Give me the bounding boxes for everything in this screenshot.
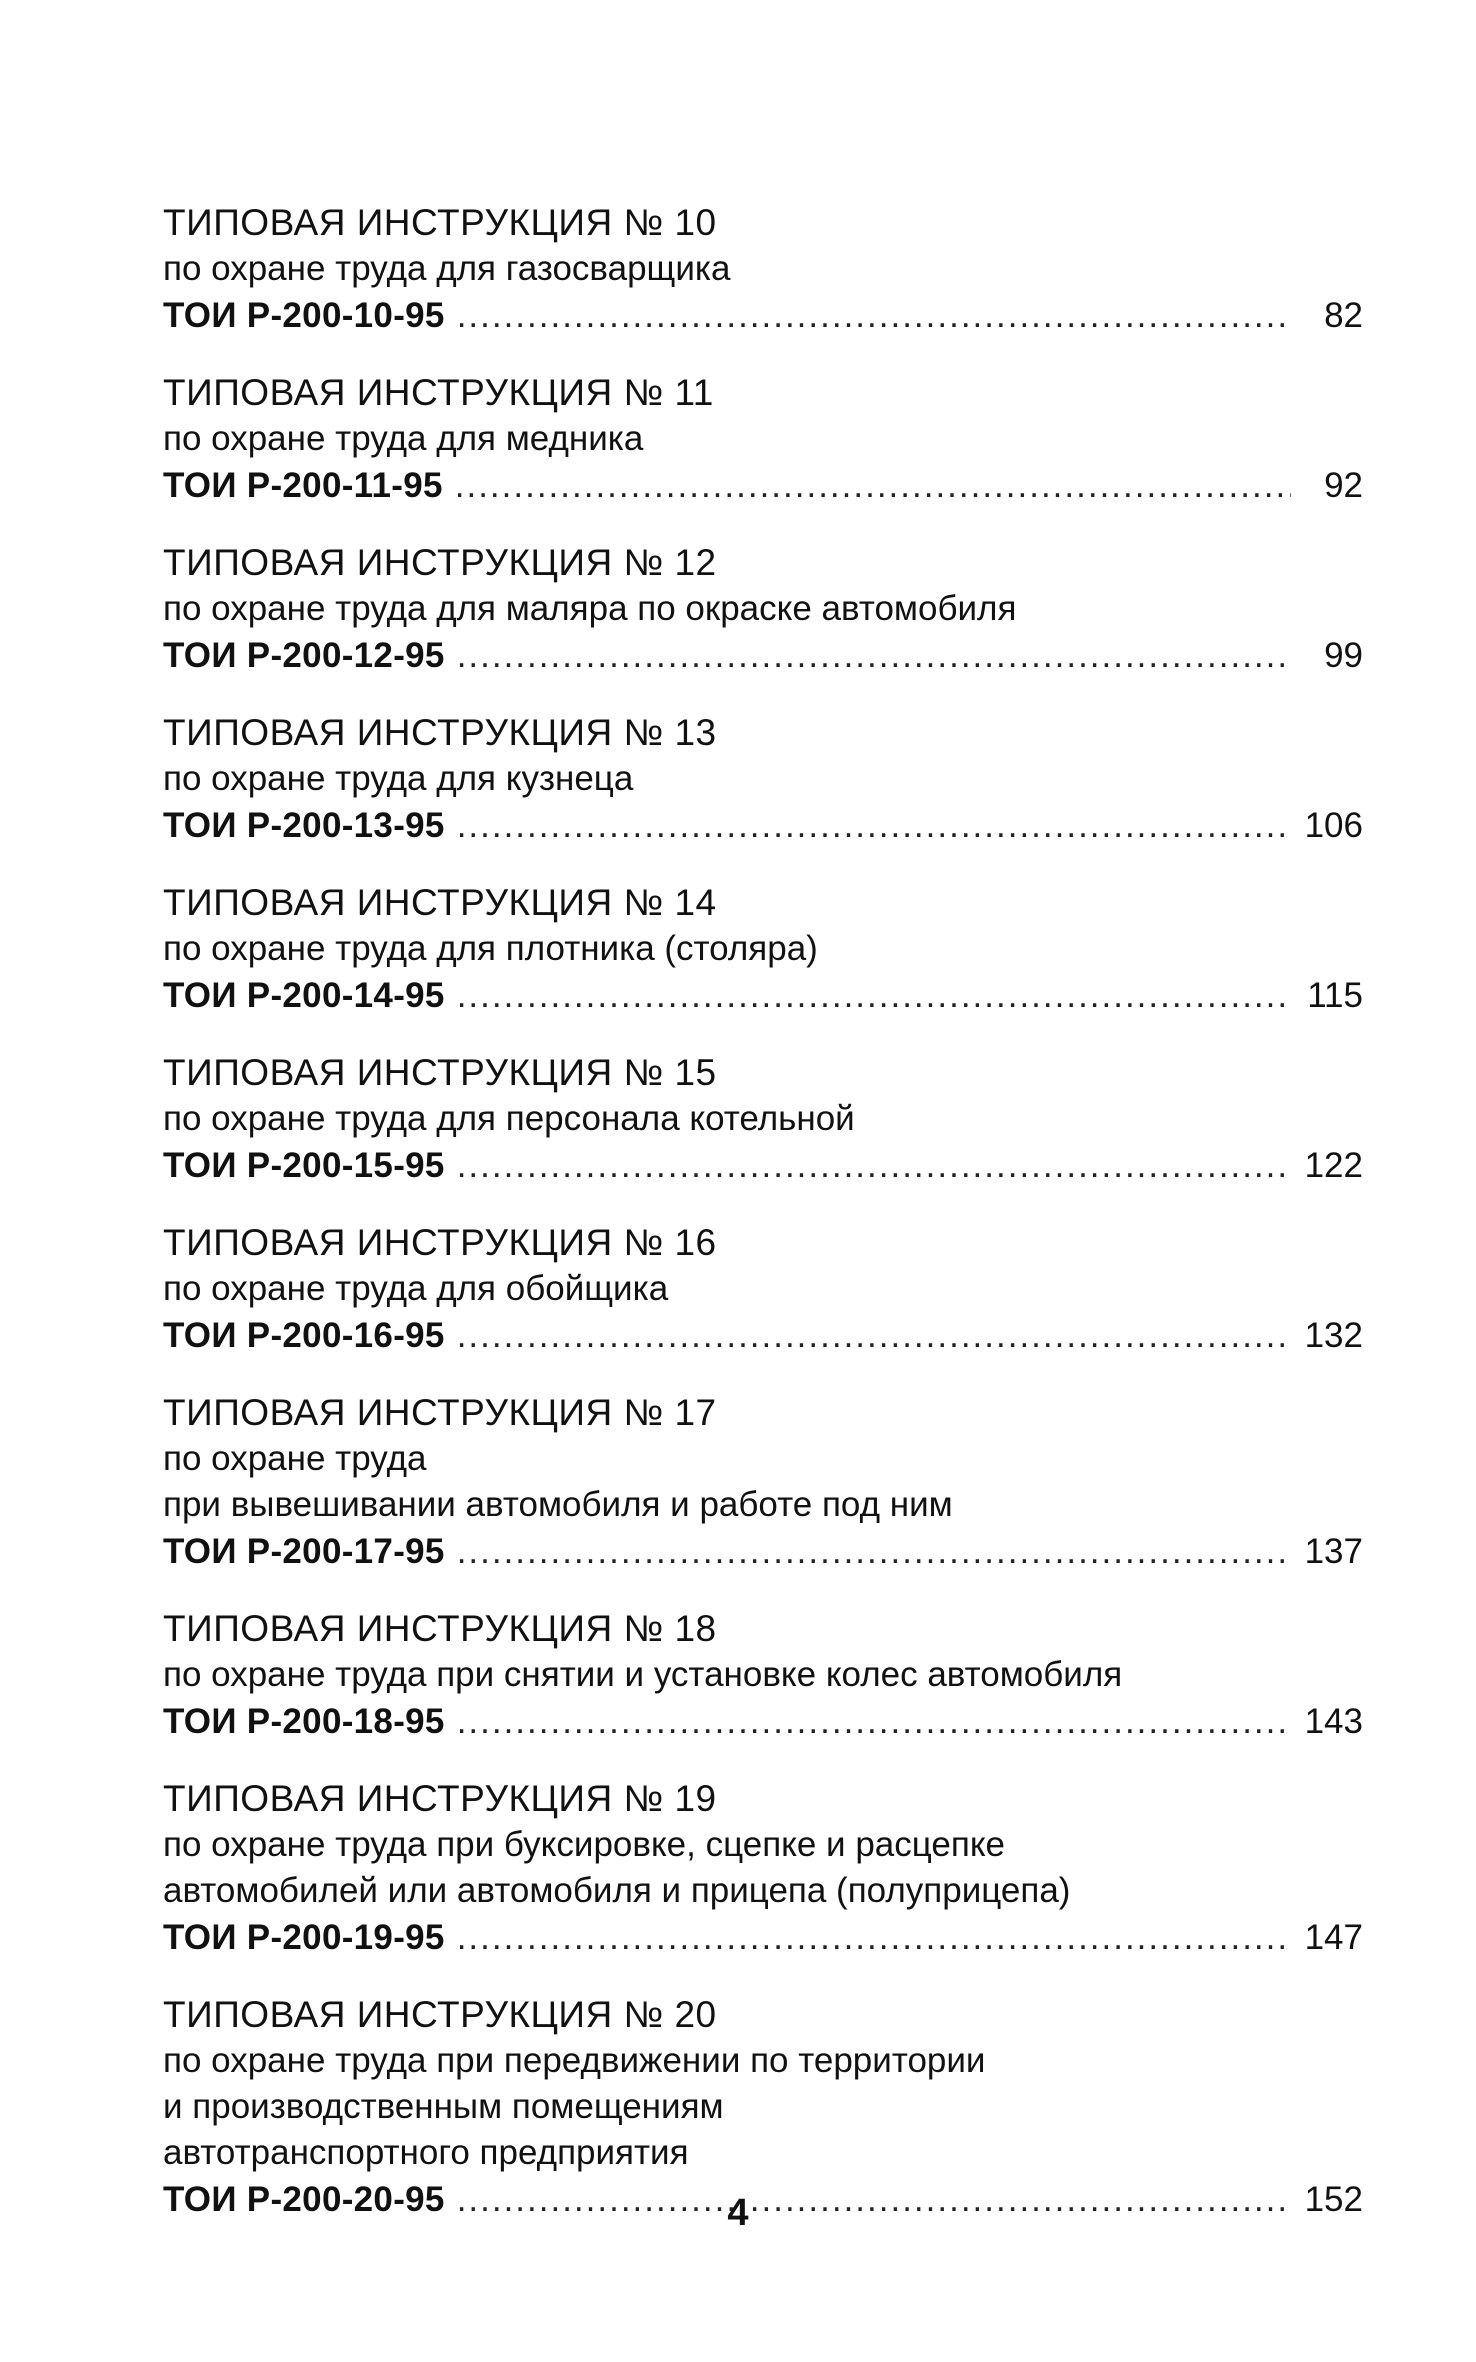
toc-entry: [163, 710, 1363, 850]
entry-page-number: 143: [1304, 1702, 1363, 1741]
entry-code-row[interactable]: [163, 292, 1363, 340]
table-of-contents: [163, 200, 1363, 2254]
entry-code: ТОИ Р-200-20-95: [163, 2180, 445, 2219]
entry-code-row[interactable]: [163, 632, 1363, 680]
toc-entry: [163, 540, 1363, 680]
entry-code: ТОИ Р-200-13-95: [163, 806, 445, 845]
dot-leader: [457, 292, 1291, 340]
dot-leader: [457, 632, 1291, 680]
entry-title: ТИПОВАЯ ИНСТРУКЦИЯ № 18: [163, 1608, 717, 1649]
entry-page-number: 152: [1304, 2180, 1363, 2219]
entry-title: ТИПОВАЯ ИНСТРУКЦИЯ № 17: [163, 1392, 717, 1433]
entry-code-row[interactable]: [163, 972, 1363, 1020]
entry-description: при вывешивании автомобиля и работе под ним: [163, 1485, 953, 1524]
entry-code-row[interactable]: [163, 1698, 1363, 1746]
entry-title: ТИПОВАЯ ИНСТРУКЦИЯ № 15: [163, 1052, 717, 1093]
toc-entry: [163, 200, 1363, 340]
entry-code: ТОИ Р-200-19-95: [163, 1918, 445, 1957]
entry-title: ТИПОВАЯ ИНСТРУКЦИЯ № 20: [163, 1994, 717, 2035]
entry-code-row[interactable]: [163, 462, 1363, 510]
entry-code: ТОИ Р-200-16-95: [163, 1316, 445, 1355]
entry-title: ТИПОВАЯ ИНСТРУКЦИЯ № 16: [163, 1222, 717, 1263]
toc-entry: [163, 1776, 1363, 1962]
entry-code: ТОИ Р-200-11-95: [163, 466, 443, 505]
entry-code: ТОИ Р-200-10-95: [163, 296, 445, 335]
entry-code-row[interactable]: [163, 1142, 1363, 1190]
dot-leader: [457, 1312, 1291, 1360]
entry-page-number: 99: [1324, 636, 1363, 675]
toc-entry: [163, 880, 1363, 1020]
entry-title: ТИПОВАЯ ИНСТРУКЦИЯ № 13: [163, 712, 717, 753]
entry-code: ТОИ Р-200-15-95: [163, 1146, 445, 1185]
entry-page-number: 92: [1324, 466, 1363, 505]
toc-entry: [163, 1992, 1363, 2224]
entry-code-row[interactable]: [163, 1312, 1363, 1360]
entry-code-row[interactable]: [163, 802, 1363, 850]
page-number: 4: [727, 2192, 749, 2234]
entry-description: по охране труда для медника: [163, 419, 644, 458]
entry-title: ТИПОВАЯ ИНСТРУКЦИЯ № 14: [163, 882, 717, 923]
entry-code: ТОИ Р-200-18-95: [163, 1702, 445, 1741]
entry-page-number: 137: [1304, 1532, 1363, 1571]
entry-page-number: 115: [1307, 976, 1363, 1015]
entry-title: ТИПОВАЯ ИНСТРУКЦИЯ № 10: [163, 202, 717, 243]
toc-entry: [163, 370, 1363, 510]
entry-description: автотранспортного предприятия: [163, 2133, 689, 2172]
dot-leader: [457, 1142, 1291, 1190]
dot-leader: [457, 1914, 1291, 1962]
toc-entry: [163, 1390, 1363, 1576]
entry-code-row[interactable]: [163, 1914, 1363, 1962]
entry-description: по охране труда для кузнеца: [163, 759, 634, 798]
entry-description: по охране труда при буксировке, сцепке и расцепке: [163, 1825, 1005, 1864]
entry-description: по охране труда: [163, 1439, 427, 1478]
entry-description: и производственным помещениям: [163, 2087, 724, 2126]
entry-description: по охране труда при снятии и установке колес автомобиля: [163, 1655, 1123, 1694]
entry-page-number: 122: [1304, 1146, 1363, 1185]
entry-description: по охране труда для персонала котельной: [163, 1099, 855, 1138]
entry-description: автомобилей или автомобиля и прицепа (полуприцепа): [163, 1871, 1071, 1910]
toc-entry: [163, 1050, 1363, 1190]
entry-title: ТИПОВАЯ ИНСТРУКЦИЯ № 11: [163, 372, 714, 413]
entry-description: по охране труда для плотника (столяра): [163, 929, 818, 968]
dot-leader: [455, 462, 1291, 510]
entry-description: по охране труда для маляра по окраске автомобиля: [163, 589, 1017, 628]
dot-leader: [457, 1528, 1291, 1576]
toc-entry: [163, 1220, 1363, 1360]
dot-leader: [457, 972, 1291, 1020]
entry-code: ТОИ Р-200-12-95: [163, 636, 445, 675]
entry-code: ТОИ Р-200-14-95: [163, 976, 445, 1015]
entry-page-number: 82: [1324, 296, 1363, 335]
entry-title: ТИПОВАЯ ИНСТРУКЦИЯ № 12: [163, 542, 717, 583]
dot-leader: [457, 1698, 1291, 1746]
entry-page-number: 147: [1304, 1918, 1363, 1957]
entry-code: ТОИ Р-200-17-95: [163, 1532, 445, 1571]
entry-description: по охране труда при передвижении по территории: [163, 2041, 986, 2080]
entry-title: ТИПОВАЯ ИНСТРУКЦИЯ № 19: [163, 1778, 717, 1819]
entry-page-number: 106: [1304, 806, 1363, 845]
entry-description: по охране труда для обойщика: [163, 1269, 669, 1308]
entry-description: по охране труда для газосварщика: [163, 249, 731, 288]
dot-leader: [457, 802, 1291, 850]
toc-entry: [163, 1606, 1363, 1746]
entry-code-row[interactable]: [163, 1528, 1363, 1576]
entry-page-number: 132: [1304, 1316, 1363, 1355]
